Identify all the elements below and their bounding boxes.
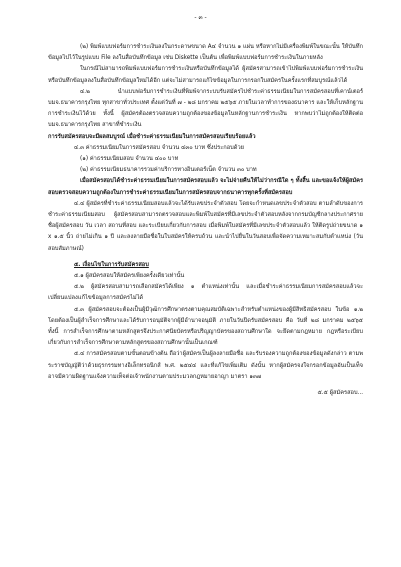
fee-item-2: (๒) ค่าธรรมเนียมธนาคารรวมค่าบริการทางอินเตอร์เน็ต จำนวน ๓๐ บาท	[80, 167, 257, 174]
fee-item-1: (๑) ค่าธรรมเนียมสอบ จำนวน ๔๐๐ บาท	[80, 156, 179, 163]
continuation-marker: ๕.๕ ผู้สมัครสอบ...	[317, 390, 363, 397]
paragraph-5-4: ๕.๔ การสมัครสอบตามขั้นตอนข้างต้น ถือว่าผู้สมัครเป็นผู้ลงลายมือชื่อ และรับรองความถูกต้องของข้อมูลดังกล่าว ตามพระราชบัญญัติว่าด้วยธุรกรรมทางอิเล็กทรอนิกส์ พ.ศ. ๒๕๔๔ และที่แก้ไขเพิ่มเติม ดังนั้น หากผู้สมัครจงใจกรอกข้อมูลอันเป็นเท็จ อาจมีความผิดฐานแจ้งความเท็จต่อเจ้าพนักงานตามประมวลกฎหมายอาญา มาตรา ๑๓๗	[48, 351, 363, 380]
paragraph-4-2: ๔.๒ นำแบบฟอร์มการชำระเงินที่พิมพ์จากระบบรับสมัครไปชำระค่าธรรมเนียมในการสมัครสอบที่เคาน์เตอร์ บมจ.ธนาคารกรุงไทย ทุกสาขาทั่วประเทศ ตั้งแต่วันที่ ๗ - ๒๘ มกราคม ๒๕๖๕ ภายในเวลาทำการของธนาคาร และให้เก็บหลักฐานการชำระเงินไว้ด้วย ทั้งนี้ ผู้สมัครต้องตรวจสอบความถูกต้องของข้อมูลในหลักฐานการชำระเงิน หากพบว่าไม่ถูกต้องให้ติดต่อ บมจ.ธนาคารกรุงไทย สาขาที่ชำระเงิน	[48, 88, 363, 129]
paragraph-5-1: ๕.๑ ผู้สมัครสอบให้สมัครเพียงครั้งเดียวเท่านั้น	[74, 273, 185, 280]
section-5-heading: ๕. เงื่อนไขในการรับสมัครสอบ	[74, 261, 149, 268]
paragraph-no-refund: เมื่อสมัครสอบได้ชำระค่าธรรมเนียมในการสมัครสอบแล้ว จะไม่จ่ายคืนให้ไม่ว่ากรณีใด ๆ ทั้งสิ้น และขอแจ้งให้ผู้สมัครสอบตรวจสอบความถูกต้องในการชำระค่าธรรมเนียมในการสมัครสอบจากธนาคารทุกครั้งที่สมัครสอบ	[48, 178, 363, 196]
paragraph-5-2: ๕.๒ ผู้สมัครสอบสามารถเลือกสมัครได้เพียง ๑ ตำแหน่งเท่านั้น และเมื่อชำระค่าธรรมเนียมการสมัครสอบแล้วจะเปลี่ยนแปลงแก้ไขข้อมูลการสมัครไม่ได้	[48, 284, 363, 302]
paragraph-4-3: ๔.๓ ค่าธรรมเนียมในการสมัครสอบ จำนวน ๔๓๐ บาท ซึ่งประกอบด้วย	[74, 144, 244, 151]
paragraph-complete-note: การรับสมัครสอบจะมีผลสมบูรณ์ เมื่อชำระค่าธรรมเนียมในการสมัครสอบเรียบร้อยแล้ว	[48, 133, 256, 140]
paragraph-4-1-2: (๒) พิมพ์แบบฟอร์มการชำระเงินลงในกระดาษขนาด A๔ จำนวน ๑ แผ่น หรือหากไม่มีเครื่องพิมพ์ในขณะนั้น ให้บันทึกข้อมูลไปไว้ในรูปแบบ File ลงในสื่อบันทึกข้อมูล เช่น Diskette เป็นต้น เพื่อพิมพ์แบบฟอร์มการชำระเงินในภายหลัง	[48, 44, 363, 62]
paragraph-print-note: ในกรณีไม่สามารถพิมพ์แบบฟอร์มการชำระเงินหรือบันทึกข้อมูลได้ ผู้สมัครสามารถเข้าไปพิมพ์แบบฟอร์มการชำระเงิน หรือบันทึกข้อมูลลงในสื่อบันทึกข้อมูลใหม่ได้อีก แต่จะไม่สามารถแก้ไขข้อมูลในการกรอกใบสมัครในครั้งแรกที่สมบูรณ์แล้วได้	[48, 66, 363, 84]
paragraph-5-3: ๕.๓ ผู้สมัครสอบจะต้องเป็นผู้มีวุฒิการศึกษาตรงตามคุณสมบัติเฉพาะสำหรับตำแหน่งของผู้มีสิทธิสมัครสอบ ในข้อ ๑.๒ โดยต้องเป็นผู้สำเร็จการศึกษาและได้รับการอนุมัติจากผู้มีอำนาจอนุมัติ ภายในวันปิดรับสมัครสอบ คือ วันที่ ๒๘ มกราคม ๒๕๖๕ ทั้งนี้ การสำเร็จการศึกษาตามหลักสูตรจึงประกาศนียบัตรหรือปริญญาบัตรของสถานศึกษาใด จะยึดตามกฎหมาย กฎหรือระเบียบเกี่ยวกับการสำเร็จการศึกษาตามหลักสูตรของสถานศึกษานั้นเป็นเกณฑ์	[48, 306, 363, 347]
document-body	[48, 42, 363, 399]
paragraph-4-4: ๔.๔ ผู้สมัครที่ชำระค่าธรรมเนียมสอบแล้วจะได้รับเลขประจำตัวสอบ โดยจะกำหนดเลขประจำตัวสอบ ตามลำดับของการชำระค่าธรรมเนียมสอบ ผู้สมัครสอบสามารถตรวจสอบและพิมพ์ใบสมัครที่มีเลขประจำตัวสอบหลังจากกรมบัญชีกลางประกาศรายชื่อผู้สมัครสอบ วัน เวลา สถานที่สอบ และระเบียบเกี่ยวกับการสอบ เมื่อพิมพ์ใบสมัครที่มีเลขประจำตัวสอบแล้ว ให้ติดรูปถ่ายขนาด ๑ x ๑.๕ นิ้ว ถ่ายไม่เกิน ๑ ปี และลงลายมือชื่อในใบสมัครให้ครบถ้วน และนำไปยื่นในวันสอบเพื่อจัดความเหมาะสมกับตำแหน่ง (วันสอบสัมภาษณ์)	[48, 200, 363, 252]
page-number: - ๓ -	[194, 14, 207, 21]
